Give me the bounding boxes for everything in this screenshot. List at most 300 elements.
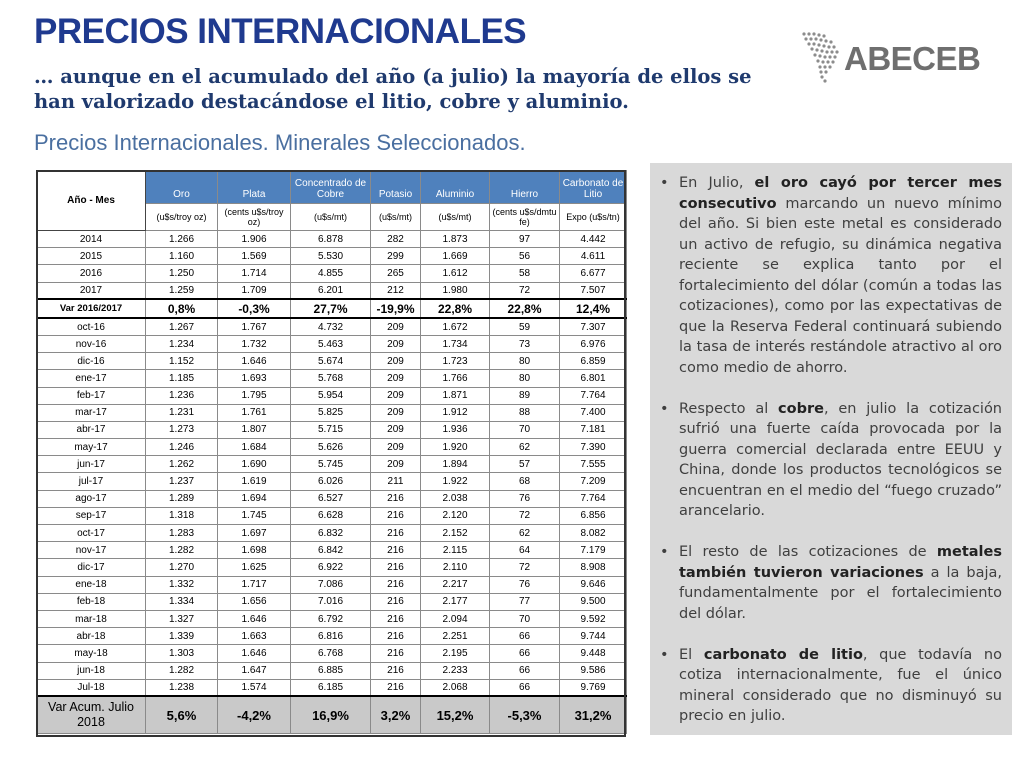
value-cell: 1.646 (218, 353, 291, 370)
value-cell: 2.068 (421, 679, 490, 696)
value-cell: 1.246 (146, 439, 218, 456)
value-cell: 72 (490, 559, 560, 576)
value-cell: 4.855 (291, 265, 371, 282)
value-cell: 7.400 (560, 404, 627, 421)
value-cell: 1.236 (146, 387, 218, 404)
prices-table (36, 170, 627, 734)
accumulated-cell: 15,2% (421, 696, 490, 733)
period-cell: jul-17 (37, 473, 146, 490)
period-cell: mar-17 (37, 404, 146, 421)
value-cell: 1.690 (218, 456, 291, 473)
period-cell: oct-16 (37, 318, 146, 335)
unit-cell: (u$s/troy oz) (146, 204, 218, 231)
value-cell: 6.801 (560, 370, 627, 387)
value-cell: 6.185 (291, 679, 371, 696)
value-cell: 9.586 (560, 662, 627, 679)
value-cell: 1.873 (421, 231, 490, 248)
period-cell: dic-17 (37, 559, 146, 576)
value-cell: 211 (371, 473, 421, 490)
value-cell: 1.619 (218, 473, 291, 490)
period-cell: mar-18 (37, 610, 146, 627)
accumulated-label: Var Acum. Julio 2018 (37, 696, 146, 733)
period-cell: oct-17 (37, 525, 146, 542)
value-cell: 1.647 (218, 662, 291, 679)
value-cell: 6.201 (291, 282, 371, 299)
bullet-icon: • (660, 646, 669, 663)
value-cell: 5.674 (291, 353, 371, 370)
value-cell: 1.761 (218, 404, 291, 421)
value-cell: 6.832 (291, 525, 371, 542)
commentary-text: , que todavía no cotiza internacionalmente, fue el único mineral considerado que no disminuyó su precio en julio. (679, 646, 1002, 724)
table-row (37, 525, 627, 542)
variation-cell: 12,4% (560, 299, 627, 318)
value-cell: 89 (490, 387, 560, 404)
value-cell: 9.744 (560, 628, 627, 645)
value-cell: 1.238 (146, 679, 218, 696)
table-row (37, 387, 627, 404)
period-cell: may-18 (37, 645, 146, 662)
value-cell: 66 (490, 645, 560, 662)
value-cell: 1.318 (146, 507, 218, 524)
value-cell: 1.698 (218, 542, 291, 559)
value-cell: 6.527 (291, 490, 371, 507)
abeceb-logo (800, 30, 985, 85)
value-cell: 76 (490, 490, 560, 507)
period-cell: feb-18 (37, 593, 146, 610)
value-cell: 7.209 (560, 473, 627, 490)
value-cell: 1.303 (146, 645, 218, 662)
monthly-rows (37, 318, 627, 696)
table-row (37, 473, 627, 490)
table-row (37, 318, 627, 335)
value-cell: 9.448 (560, 645, 627, 662)
value-cell: 1.282 (146, 542, 218, 559)
value-cell: 8.082 (560, 525, 627, 542)
period-cell: ene-17 (37, 370, 146, 387)
value-cell: 9.769 (560, 679, 627, 696)
value-cell: 216 (371, 645, 421, 662)
value-cell: 6.768 (291, 645, 371, 662)
period-cell: Jul-18 (37, 679, 146, 696)
value-cell: 1.612 (421, 265, 490, 282)
value-cell: 88 (490, 404, 560, 421)
value-cell: 58 (490, 265, 560, 282)
value-cell: 1.273 (146, 421, 218, 438)
value-cell: 216 (371, 679, 421, 696)
value-cell: 4.611 (560, 248, 627, 265)
value-cell: 66 (490, 662, 560, 679)
table-row (37, 439, 627, 456)
table-row (37, 628, 627, 645)
highlight-text: el oro cayó por tercer mes consecutivo (679, 175, 1002, 212)
variation-cell: -0,3% (218, 299, 291, 318)
table-row (37, 593, 627, 610)
value-cell: 7.507 (560, 282, 627, 299)
value-cell: 62 (490, 525, 560, 542)
value-cell: 68 (490, 473, 560, 490)
value-cell: 5.626 (291, 439, 371, 456)
table-row (37, 404, 627, 421)
table-row (37, 282, 627, 299)
value-cell: 1.160 (146, 248, 218, 265)
value-cell: 6.976 (560, 335, 627, 352)
value-cell: 97 (490, 231, 560, 248)
value-cell: 209 (371, 387, 421, 404)
value-cell: 66 (490, 679, 560, 696)
prices-table-container (36, 170, 626, 737)
value-cell: 1.327 (146, 610, 218, 627)
value-cell: 9.500 (560, 593, 627, 610)
value-cell: 1.262 (146, 456, 218, 473)
variation-cell: 0,8% (146, 299, 218, 318)
value-cell: 1.980 (421, 282, 490, 299)
commentary-item (658, 399, 1002, 522)
value-cell: 209 (371, 318, 421, 335)
value-cell: 1.231 (146, 404, 218, 421)
value-cell: 1.289 (146, 490, 218, 507)
period-cell: dic-16 (37, 353, 146, 370)
table-row (37, 231, 627, 248)
value-cell: 1.936 (421, 421, 490, 438)
value-cell: 216 (371, 576, 421, 593)
value-cell: 64 (490, 542, 560, 559)
value-cell: 1.574 (218, 679, 291, 696)
bullet-icon: • (660, 175, 669, 191)
commentary-text: En Julio, (679, 175, 755, 191)
table-row (37, 353, 627, 370)
table-row (37, 662, 627, 679)
value-cell: 1.906 (218, 231, 291, 248)
value-cell: 1.237 (146, 473, 218, 490)
value-cell: 1.656 (218, 593, 291, 610)
value-cell: 1.714 (218, 265, 291, 282)
commentary-text: a la baja, fundamentalmente por el fortalecimiento del dólar. (679, 564, 1002, 622)
value-cell: 216 (371, 559, 421, 576)
commentary-text: El resto de las cotizaciones de (679, 544, 937, 560)
highlight-text: cobre (778, 400, 824, 417)
col-header: Concentrado de Cobre (291, 171, 371, 204)
value-cell: 1.697 (218, 525, 291, 542)
value-cell: 1.795 (218, 387, 291, 404)
value-cell: 57 (490, 456, 560, 473)
value-cell: 76 (490, 576, 560, 593)
section-title: Precios Internacionales. Minerales Seleccionados. (34, 130, 526, 155)
value-cell: 4.442 (560, 231, 627, 248)
unit-cell: (cents u$s/troy oz) (218, 204, 291, 231)
value-cell: 7.390 (560, 439, 627, 456)
value-cell: 1.745 (218, 507, 291, 524)
value-cell: 5.715 (291, 421, 371, 438)
col-header: Oro (146, 171, 218, 204)
variation-row-group (37, 299, 627, 318)
unit-cell: (cents u$s/dmtu fe) (490, 204, 560, 231)
value-cell: 1.646 (218, 610, 291, 627)
corner-header: Año - Mes (37, 171, 146, 231)
value-cell: 2.251 (421, 628, 490, 645)
americas-dots-icon (800, 30, 844, 85)
accumulated-row-group (37, 696, 627, 733)
value-cell: 5.825 (291, 404, 371, 421)
value-cell: 209 (371, 404, 421, 421)
value-cell: 2.177 (421, 593, 490, 610)
table-row (37, 610, 627, 627)
value-cell: 8.908 (560, 559, 627, 576)
period-cell: may-17 (37, 439, 146, 456)
col-header: Hierro (490, 171, 560, 204)
table-row (37, 645, 627, 662)
value-cell: 1.766 (421, 370, 490, 387)
table-row (37, 248, 627, 265)
value-cell: 4.732 (291, 318, 371, 335)
variation-label: Var 2016/2017 (37, 299, 146, 318)
annual-rows (37, 231, 627, 300)
value-cell: 1.734 (421, 335, 490, 352)
value-cell: 7.307 (560, 318, 627, 335)
value-cell: 7.764 (560, 387, 627, 404)
value-cell: 216 (371, 610, 421, 627)
table-row (37, 542, 627, 559)
commentary-text: marcando un nuevo mínimo del año. Si bien este metal es considerado un activo de refugio, su dinámica negativa reciente se explica tanto por el fortalecimiento del dólar (común a todas las cotizaciones), como por las expectativas de que la Reserva Federal continuará subiendo la tasa de interés restándole atractivo al oro como medio de ahorro. (679, 195, 1002, 376)
value-cell: 1.334 (146, 593, 218, 610)
value-cell: 6.628 (291, 507, 371, 524)
value-cell: 1.732 (218, 335, 291, 352)
value-cell: 282 (371, 231, 421, 248)
bullet-icon: • (660, 544, 669, 560)
value-cell: 7.764 (560, 490, 627, 507)
page-title: PRECIOS INTERNACIONALES (34, 12, 527, 51)
table-row (37, 576, 627, 593)
col-header: Plata (218, 171, 291, 204)
value-cell: 2.233 (421, 662, 490, 679)
value-cell: 59 (490, 318, 560, 335)
unit-cell: (u$s/mt) (421, 204, 490, 231)
value-cell: 209 (371, 456, 421, 473)
bullet-icon: • (660, 400, 669, 417)
value-cell: 66 (490, 628, 560, 645)
accumulated-cell: -5,3% (490, 696, 560, 733)
value-cell: 216 (371, 662, 421, 679)
value-cell: 1.625 (218, 559, 291, 576)
value-cell: 299 (371, 248, 421, 265)
period-cell: abr-17 (37, 421, 146, 438)
value-cell: 2.120 (421, 507, 490, 524)
value-cell: 1.894 (421, 456, 490, 473)
commentary-text: , en julio la cotización sufrió una fuerte caída provocada por la guerra comercial declarada entre EEUU y China, donde los productos tecnológicos se encuentran en el medio del “fuego cruzado” arancelario. (679, 400, 1003, 519)
value-cell: 1.185 (146, 370, 218, 387)
period-cell: ago-17 (37, 490, 146, 507)
table-row (37, 456, 627, 473)
value-cell: 7.016 (291, 593, 371, 610)
value-cell: 2.110 (421, 559, 490, 576)
value-cell: 5.768 (291, 370, 371, 387)
commentary-list (658, 173, 1002, 727)
value-cell: 2.115 (421, 542, 490, 559)
value-cell: 6.842 (291, 542, 371, 559)
value-cell: 216 (371, 490, 421, 507)
period-cell: jun-17 (37, 456, 146, 473)
value-cell: 2.195 (421, 645, 490, 662)
value-cell: 1.234 (146, 335, 218, 352)
col-header: Carbonato de Litio (560, 171, 627, 204)
value-cell: 1.717 (218, 576, 291, 593)
value-cell: 72 (490, 507, 560, 524)
period-cell: feb-17 (37, 387, 146, 404)
value-cell: 1.282 (146, 662, 218, 679)
value-cell: 5.463 (291, 335, 371, 352)
value-cell: 1.709 (218, 282, 291, 299)
table-row (37, 507, 627, 524)
value-cell: 1.922 (421, 473, 490, 490)
value-cell: 5.530 (291, 248, 371, 265)
value-cell: 7.086 (291, 576, 371, 593)
value-cell: 1.339 (146, 628, 218, 645)
value-cell: 6.856 (560, 507, 627, 524)
table-row (37, 559, 627, 576)
col-header: Potasio (371, 171, 421, 204)
value-cell: 2.152 (421, 525, 490, 542)
value-cell: 209 (371, 439, 421, 456)
table-row (37, 370, 627, 387)
value-cell: 216 (371, 542, 421, 559)
value-cell: 216 (371, 507, 421, 524)
value-cell: 6.922 (291, 559, 371, 576)
value-cell: 2.217 (421, 576, 490, 593)
variation-cell: 27,7% (291, 299, 371, 318)
value-cell: 1.693 (218, 370, 291, 387)
table-row (37, 335, 627, 352)
value-cell: 216 (371, 525, 421, 542)
period-cell: 2014 (37, 231, 146, 248)
page-subtitle: … aunque en el acumulado del año (a julio) la mayoría de ellos se han valorizado destacándose el litio, cobre y aluminio. (34, 65, 752, 113)
period-cell: sep-17 (37, 507, 146, 524)
value-cell: 7.179 (560, 542, 627, 559)
value-cell: 7.555 (560, 456, 627, 473)
accumulated-cell: -4,2% (218, 696, 291, 733)
commentary-panel (650, 163, 1012, 735)
commentary-item (658, 645, 1002, 727)
commentary-item (658, 542, 1002, 624)
value-cell: 56 (490, 248, 560, 265)
value-cell: 1.694 (218, 490, 291, 507)
accumulated-cell: 3,2% (371, 696, 421, 733)
accumulated-cell: 16,9% (291, 696, 371, 733)
value-cell: 209 (371, 421, 421, 438)
period-cell: abr-18 (37, 628, 146, 645)
highlight-text: metales también tuvieron variaciones (679, 544, 1002, 581)
value-cell: 6.026 (291, 473, 371, 490)
value-cell: 1.912 (421, 404, 490, 421)
value-cell: 212 (371, 282, 421, 299)
value-cell: 1.283 (146, 525, 218, 542)
value-cell: 1.250 (146, 265, 218, 282)
value-cell: 9.592 (560, 610, 627, 627)
value-cell: 1.669 (421, 248, 490, 265)
variation-cell: 22,8% (490, 299, 560, 318)
col-header: Aluminio (421, 171, 490, 204)
value-cell: 7.181 (560, 421, 627, 438)
variation-cell: -19,9% (371, 299, 421, 318)
value-cell: 2.094 (421, 610, 490, 627)
value-cell: 216 (371, 593, 421, 610)
value-cell: 77 (490, 593, 560, 610)
period-cell: 2015 (37, 248, 146, 265)
value-cell: 6.885 (291, 662, 371, 679)
value-cell: 1.266 (146, 231, 218, 248)
value-cell: 1.663 (218, 628, 291, 645)
period-cell: 2017 (37, 282, 146, 299)
logo-text: ABECEB (844, 40, 981, 77)
value-cell: 209 (371, 370, 421, 387)
value-cell: 6.878 (291, 231, 371, 248)
highlight-text: carbonato de litio (703, 646, 863, 663)
table-row (37, 490, 627, 507)
period-cell: nov-16 (37, 335, 146, 352)
value-cell: 2.038 (421, 490, 490, 507)
table-row (37, 265, 627, 282)
value-cell: 1.684 (218, 439, 291, 456)
unit-cell: (u$s/mt) (291, 204, 371, 231)
value-cell: 1.723 (421, 353, 490, 370)
period-cell: jun-18 (37, 662, 146, 679)
value-cell: 209 (371, 335, 421, 352)
table-row (37, 421, 627, 438)
value-cell: 1.569 (218, 248, 291, 265)
accumulated-row (37, 696, 627, 733)
value-cell: 5.954 (291, 387, 371, 404)
value-cell: 5.745 (291, 456, 371, 473)
value-cell: 265 (371, 265, 421, 282)
value-cell: 1.871 (421, 387, 490, 404)
value-cell: 6.859 (560, 353, 627, 370)
value-cell: 72 (490, 282, 560, 299)
unit-cell: (u$s/mt) (371, 204, 421, 231)
value-cell: 216 (371, 628, 421, 645)
accumulated-cell: 5,6% (146, 696, 218, 733)
table-row (37, 679, 627, 696)
period-cell: ene-18 (37, 576, 146, 593)
value-cell: 80 (490, 353, 560, 370)
variation-row (37, 299, 627, 318)
value-cell: 9.646 (560, 576, 627, 593)
commentary-text: El (679, 646, 704, 663)
value-cell: 1.767 (218, 318, 291, 335)
value-cell: 70 (490, 610, 560, 627)
value-cell: 1.332 (146, 576, 218, 593)
value-cell: 6.677 (560, 265, 627, 282)
unit-cell: Expo (u$s/tn) (560, 204, 627, 231)
value-cell: 1.672 (421, 318, 490, 335)
value-cell: 62 (490, 439, 560, 456)
commentary-item (658, 173, 1002, 378)
value-cell: 1.807 (218, 421, 291, 438)
value-cell: 70 (490, 421, 560, 438)
value-cell: 80 (490, 370, 560, 387)
value-cell: 1.152 (146, 353, 218, 370)
value-cell: 6.792 (291, 610, 371, 627)
value-cell: 73 (490, 335, 560, 352)
value-cell: 1.920 (421, 439, 490, 456)
value-cell: 1.267 (146, 318, 218, 335)
variation-cell: 22,8% (421, 299, 490, 318)
value-cell: 1.646 (218, 645, 291, 662)
value-cell: 1.270 (146, 559, 218, 576)
period-cell: nov-17 (37, 542, 146, 559)
value-cell: 6.816 (291, 628, 371, 645)
period-cell: 2016 (37, 265, 146, 282)
value-cell: 1.259 (146, 282, 218, 299)
commentary-text: Respecto al (679, 400, 779, 417)
value-cell: 209 (371, 353, 421, 370)
